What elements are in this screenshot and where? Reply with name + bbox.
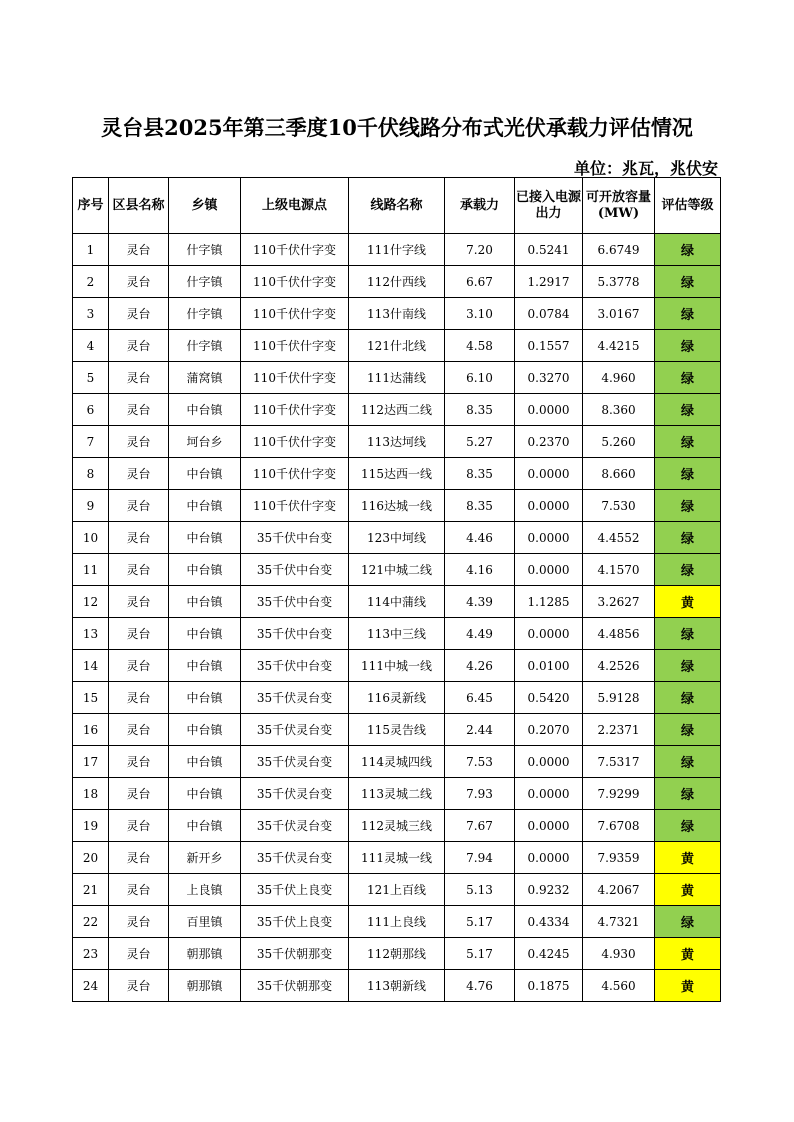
cell-available: 5.9128 — [583, 682, 655, 714]
cell-index: 13 — [73, 618, 109, 650]
cell-available: 7.5317 — [583, 746, 655, 778]
cell-level: 绿 — [655, 746, 721, 778]
cell-township: 百里镇 — [169, 906, 241, 938]
cell-level: 绿 — [655, 522, 721, 554]
cell-source: 35千伏灵台变 — [241, 682, 349, 714]
cell-county: 灵台 — [109, 874, 169, 906]
cell-connected: 0.0000 — [515, 842, 583, 874]
cell-capacity: 4.39 — [445, 586, 515, 618]
cell-available: 4.4856 — [583, 618, 655, 650]
table-row — [73, 362, 721, 394]
cell-county: 灵台 — [109, 266, 169, 298]
cell-source: 35千伏中台变 — [241, 650, 349, 682]
cell-line: 112灵城三线 — [349, 810, 445, 842]
cell-capacity: 6.10 — [445, 362, 515, 394]
cell-township: 上良镇 — [169, 874, 241, 906]
table-row — [73, 490, 721, 522]
cell-county: 灵台 — [109, 298, 169, 330]
cell-level: 绿 — [655, 490, 721, 522]
cell-capacity: 7.53 — [445, 746, 515, 778]
cell-index: 20 — [73, 842, 109, 874]
cell-source: 35千伏朝那变 — [241, 938, 349, 970]
cell-source: 110千伏什字变 — [241, 394, 349, 426]
cell-available: 3.0167 — [583, 298, 655, 330]
cell-line: 111中城一线 — [349, 650, 445, 682]
cell-index: 7 — [73, 426, 109, 458]
cell-line: 123中坷线 — [349, 522, 445, 554]
cell-level: 黄 — [655, 874, 721, 906]
cell-capacity: 4.58 — [445, 330, 515, 362]
header-township: 乡镇 — [169, 178, 241, 234]
cell-available: 7.530 — [583, 490, 655, 522]
cell-line: 115达西一线 — [349, 458, 445, 490]
cell-township: 坷台乡 — [169, 426, 241, 458]
cell-available: 6.6749 — [583, 234, 655, 266]
header-source: 上级电源点 — [241, 178, 349, 234]
cell-county: 灵台 — [109, 586, 169, 618]
cell-connected: 0.4334 — [515, 906, 583, 938]
cell-township: 中台镇 — [169, 522, 241, 554]
cell-connected: 0.0000 — [515, 490, 583, 522]
cell-county: 灵台 — [109, 714, 169, 746]
cell-township: 中台镇 — [169, 810, 241, 842]
cell-line: 111达蒲线 — [349, 362, 445, 394]
cell-connected: 0.1557 — [515, 330, 583, 362]
cell-index: 12 — [73, 586, 109, 618]
cell-source: 35千伏朝那变 — [241, 970, 349, 1002]
cell-connected: 0.0100 — [515, 650, 583, 682]
cell-available: 4.560 — [583, 970, 655, 1002]
table-row — [73, 650, 721, 682]
cell-connected: 0.0784 — [515, 298, 583, 330]
table-row — [73, 458, 721, 490]
cell-level: 绿 — [655, 682, 721, 714]
cell-connected: 0.0000 — [515, 394, 583, 426]
cell-capacity: 3.10 — [445, 298, 515, 330]
cell-capacity: 5.17 — [445, 906, 515, 938]
cell-index: 4 — [73, 330, 109, 362]
cell-level: 绿 — [655, 234, 721, 266]
cell-source: 35千伏上良变 — [241, 906, 349, 938]
cell-available: 4.2526 — [583, 650, 655, 682]
cell-level: 绿 — [655, 426, 721, 458]
cell-source: 35千伏中台变 — [241, 586, 349, 618]
cell-township: 中台镇 — [169, 650, 241, 682]
cell-connected: 0.0000 — [515, 522, 583, 554]
cell-county: 灵台 — [109, 362, 169, 394]
cell-capacity: 7.20 — [445, 234, 515, 266]
cell-capacity: 5.27 — [445, 426, 515, 458]
cell-line: 111灵城一线 — [349, 842, 445, 874]
cell-connected: 0.0000 — [515, 778, 583, 810]
cell-connected: 0.2370 — [515, 426, 583, 458]
cell-available: 4.4552 — [583, 522, 655, 554]
cell-level: 绿 — [655, 298, 721, 330]
cell-index: 2 — [73, 266, 109, 298]
table-row — [73, 714, 721, 746]
table-row — [73, 778, 721, 810]
cell-source: 35千伏灵台变 — [241, 810, 349, 842]
cell-capacity: 6.67 — [445, 266, 515, 298]
cell-source: 110千伏什字变 — [241, 426, 349, 458]
cell-available: 7.9299 — [583, 778, 655, 810]
header-county: 区县名称 — [109, 178, 169, 234]
header-capacity: 承载力 — [445, 178, 515, 234]
cell-index: 18 — [73, 778, 109, 810]
page-title: 灵台县2025年第三季度10千伏线路分布式光伏承载力评估情况 — [101, 115, 693, 140]
table-row — [73, 330, 721, 362]
cell-township: 中台镇 — [169, 714, 241, 746]
cell-available: 8.360 — [583, 394, 655, 426]
cell-line: 111上良线 — [349, 906, 445, 938]
cell-available: 2.2371 — [583, 714, 655, 746]
cell-available: 4.960 — [583, 362, 655, 394]
cell-township: 中台镇 — [169, 618, 241, 650]
table-row — [73, 970, 721, 1002]
cell-township: 什字镇 — [169, 234, 241, 266]
cell-line: 113中三线 — [349, 618, 445, 650]
header-line: 线路名称 — [349, 178, 445, 234]
cell-connected: 0.0000 — [515, 810, 583, 842]
cell-index: 10 — [73, 522, 109, 554]
table-row — [73, 586, 721, 618]
cell-township: 中台镇 — [169, 458, 241, 490]
cell-index: 9 — [73, 490, 109, 522]
cell-index: 17 — [73, 746, 109, 778]
cell-county: 灵台 — [109, 522, 169, 554]
header-available: 可开放容量(MW) — [583, 178, 655, 234]
cell-available: 3.2627 — [583, 586, 655, 618]
cell-connected: 0.9232 — [515, 874, 583, 906]
cell-township: 中台镇 — [169, 554, 241, 586]
cell-capacity: 7.94 — [445, 842, 515, 874]
cell-township: 中台镇 — [169, 394, 241, 426]
cell-connected: 0.5241 — [515, 234, 583, 266]
table-row — [73, 554, 721, 586]
cell-level: 绿 — [655, 650, 721, 682]
cell-level: 绿 — [655, 330, 721, 362]
cell-source: 35千伏灵台变 — [241, 746, 349, 778]
cell-index: 3 — [73, 298, 109, 330]
cell-level: 绿 — [655, 362, 721, 394]
table-row — [73, 938, 721, 970]
table-row — [73, 426, 721, 458]
cell-county: 灵台 — [109, 426, 169, 458]
cell-township: 中台镇 — [169, 586, 241, 618]
cell-connected: 0.5420 — [515, 682, 583, 714]
cell-index: 8 — [73, 458, 109, 490]
cell-township: 中台镇 — [169, 746, 241, 778]
cell-county: 灵台 — [109, 458, 169, 490]
cell-line: 112朝那线 — [349, 938, 445, 970]
cell-county: 灵台 — [109, 490, 169, 522]
cell-level: 黄 — [655, 970, 721, 1002]
cell-index: 15 — [73, 682, 109, 714]
cell-source: 35千伏灵台变 — [241, 714, 349, 746]
cell-source: 110千伏什字变 — [241, 234, 349, 266]
cell-connected: 0.1875 — [515, 970, 583, 1002]
cell-capacity: 8.35 — [445, 458, 515, 490]
cell-index: 5 — [73, 362, 109, 394]
cell-county: 灵台 — [109, 746, 169, 778]
cell-level: 绿 — [655, 906, 721, 938]
cell-connected: 0.2070 — [515, 714, 583, 746]
cell-index: 16 — [73, 714, 109, 746]
cell-available: 7.9359 — [583, 842, 655, 874]
cell-capacity: 4.26 — [445, 650, 515, 682]
cell-capacity: 4.76 — [445, 970, 515, 1002]
cell-line: 113灵城二线 — [349, 778, 445, 810]
cell-available: 8.660 — [583, 458, 655, 490]
unit-note: 单位：兆瓦，兆伏安 — [573, 159, 718, 178]
cell-capacity: 5.17 — [445, 938, 515, 970]
cell-line: 114中蒲线 — [349, 586, 445, 618]
cell-index: 14 — [73, 650, 109, 682]
cell-county: 灵台 — [109, 650, 169, 682]
cell-available: 4.930 — [583, 938, 655, 970]
table-row — [73, 746, 721, 778]
cell-township: 中台镇 — [169, 778, 241, 810]
cell-county: 灵台 — [109, 970, 169, 1002]
cell-level: 绿 — [655, 618, 721, 650]
cell-source: 35千伏灵台变 — [241, 778, 349, 810]
table-row — [73, 234, 721, 266]
cell-source: 35千伏中台变 — [241, 554, 349, 586]
cell-county: 灵台 — [109, 234, 169, 266]
cell-line: 111什字线 — [349, 234, 445, 266]
cell-source: 110千伏什字变 — [241, 298, 349, 330]
cell-county: 灵台 — [109, 330, 169, 362]
table-row — [73, 842, 721, 874]
cell-level: 绿 — [655, 810, 721, 842]
header-level: 评估等级 — [655, 178, 721, 234]
cell-line: 121中城二线 — [349, 554, 445, 586]
table-row — [73, 874, 721, 906]
cell-level: 绿 — [655, 778, 721, 810]
cell-level: 黄 — [655, 586, 721, 618]
cell-source: 110千伏什字变 — [241, 458, 349, 490]
table-row — [73, 394, 721, 426]
table-row — [73, 266, 721, 298]
cell-index: 22 — [73, 906, 109, 938]
cell-connected: 1.1285 — [515, 586, 583, 618]
cell-connected: 0.3270 — [515, 362, 583, 394]
cell-level: 绿 — [655, 554, 721, 586]
cell-index: 19 — [73, 810, 109, 842]
cell-connected: 0.4245 — [515, 938, 583, 970]
cell-connected: 1.2917 — [515, 266, 583, 298]
cell-county: 灵台 — [109, 394, 169, 426]
cell-available: 7.6708 — [583, 810, 655, 842]
cell-capacity: 4.49 — [445, 618, 515, 650]
table-row — [73, 618, 721, 650]
cell-line: 116灵新线 — [349, 682, 445, 714]
cell-county: 灵台 — [109, 554, 169, 586]
cell-line: 113达坷线 — [349, 426, 445, 458]
cell-township: 新开乡 — [169, 842, 241, 874]
cell-line: 121上百线 — [349, 874, 445, 906]
cell-township: 什字镇 — [169, 266, 241, 298]
table-row — [73, 298, 721, 330]
cell-county: 灵台 — [109, 842, 169, 874]
cell-level: 绿 — [655, 458, 721, 490]
cell-level: 绿 — [655, 266, 721, 298]
cell-index: 11 — [73, 554, 109, 586]
cell-connected: 0.0000 — [515, 746, 583, 778]
table-body — [73, 234, 721, 1002]
cell-capacity: 4.16 — [445, 554, 515, 586]
cell-source: 110千伏什字变 — [241, 266, 349, 298]
cell-index: 21 — [73, 874, 109, 906]
cell-available: 4.1570 — [583, 554, 655, 586]
cell-capacity: 4.46 — [445, 522, 515, 554]
cell-county: 灵台 — [109, 938, 169, 970]
cell-level: 绿 — [655, 714, 721, 746]
cell-township: 什字镇 — [169, 298, 241, 330]
cell-line: 114灵城四线 — [349, 746, 445, 778]
cell-county: 灵台 — [109, 618, 169, 650]
cell-index: 6 — [73, 394, 109, 426]
cell-level: 黄 — [655, 938, 721, 970]
cell-source: 35千伏上良变 — [241, 874, 349, 906]
cell-connected: 0.0000 — [515, 618, 583, 650]
cell-connected: 0.0000 — [515, 554, 583, 586]
cell-line: 113朝新线 — [349, 970, 445, 1002]
cell-line: 113什南线 — [349, 298, 445, 330]
cell-index: 1 — [73, 234, 109, 266]
cell-available: 4.4215 — [583, 330, 655, 362]
cell-capacity: 7.93 — [445, 778, 515, 810]
cell-source: 110千伏什字变 — [241, 362, 349, 394]
cell-line: 115灵告线 — [349, 714, 445, 746]
cell-line: 116达城一线 — [349, 490, 445, 522]
cell-source: 35千伏中台变 — [241, 618, 349, 650]
cell-county: 灵台 — [109, 906, 169, 938]
cell-township: 中台镇 — [169, 682, 241, 714]
table-row — [73, 810, 721, 842]
cell-township: 中台镇 — [169, 490, 241, 522]
cell-capacity: 2.44 — [445, 714, 515, 746]
cell-township: 朝那镇 — [169, 938, 241, 970]
cell-capacity: 5.13 — [445, 874, 515, 906]
cell-capacity: 8.35 — [445, 490, 515, 522]
header-index: 序号 — [73, 178, 109, 234]
cell-source: 35千伏中台变 — [241, 522, 349, 554]
cell-available: 4.7321 — [583, 906, 655, 938]
cell-capacity: 7.67 — [445, 810, 515, 842]
cell-county: 灵台 — [109, 682, 169, 714]
header-row — [73, 178, 721, 234]
cell-source: 110千伏什字变 — [241, 490, 349, 522]
cell-available: 5.3778 — [583, 266, 655, 298]
cell-index: 24 — [73, 970, 109, 1002]
cell-county: 灵台 — [109, 810, 169, 842]
cell-level: 黄 — [655, 842, 721, 874]
cell-line: 112达西二线 — [349, 394, 445, 426]
capacity-table — [72, 177, 721, 1002]
cell-line: 112什西线 — [349, 266, 445, 298]
cell-line: 121什北线 — [349, 330, 445, 362]
table-row — [73, 522, 721, 554]
cell-capacity: 6.45 — [445, 682, 515, 714]
cell-source: 110千伏什字变 — [241, 330, 349, 362]
table-row — [73, 682, 721, 714]
cell-available: 4.2067 — [583, 874, 655, 906]
cell-township: 朝那镇 — [169, 970, 241, 1002]
cell-capacity: 8.35 — [445, 394, 515, 426]
cell-township: 蒲窝镇 — [169, 362, 241, 394]
cell-township: 什字镇 — [169, 330, 241, 362]
header-connected: 已接入电源出力 — [515, 178, 583, 234]
cell-source: 35千伏灵台变 — [241, 842, 349, 874]
cell-connected: 0.0000 — [515, 458, 583, 490]
cell-available: 5.260 — [583, 426, 655, 458]
table-row — [73, 906, 721, 938]
cell-county: 灵台 — [109, 778, 169, 810]
cell-index: 23 — [73, 938, 109, 970]
cell-level: 绿 — [655, 394, 721, 426]
